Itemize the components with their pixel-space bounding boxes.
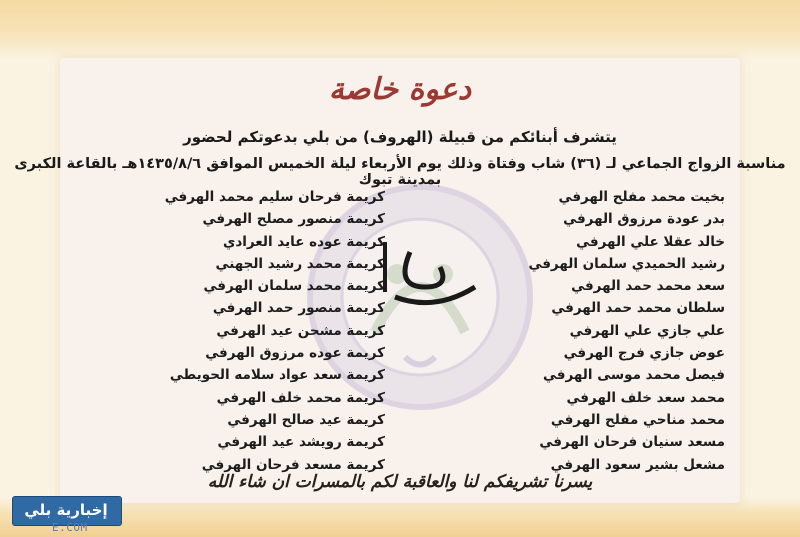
logo-text: إخبارية بلي: [24, 501, 108, 519]
bride-name: كريمة عوده عايد العرادي: [222, 233, 385, 250]
groom-name: خالد عقلا علي الهرفي: [576, 233, 725, 250]
closing-line: يسرنا تشريفكم لنا والعاقبة لكم بالمسرات ان شاء الله: [207, 472, 593, 492]
groom-name: سلطان محمد حمد الهرفي: [551, 300, 725, 317]
calligraphy-text: علي: [424, 310, 426, 311]
groom-name: عوض جازي فرج الهرفي: [563, 345, 725, 362]
grooms-list: [465, 186, 725, 476]
groom-name: محمد سعد خلف الهرفي: [566, 389, 725, 406]
site-logo[interactable]: [12, 490, 142, 534]
bride-name: كريمة عيد صالح الهرفي: [227, 411, 385, 428]
groom-name: محمد مناحي مفلح الهرفي: [550, 411, 725, 428]
bride-name: كريمة محمد خلف الهرفي: [216, 389, 385, 406]
bride-name: كريمة رويشد عيد الهرفي: [217, 434, 385, 451]
bride-name: كريمة مشحن عيد الهرفي: [216, 322, 385, 339]
bride-name: كريمة فرحان سليم محمد الهرفي: [164, 189, 385, 205]
brides-list: [125, 186, 385, 476]
groom-name: سعد محمد حمد الهرفي: [571, 278, 725, 295]
intro-line-2: مناسبة الزواج الجماعي لـ (٣٦) شاب وفتاة وذلك يوم الأربعاء ليلة الخميس الموافق ١٤٣٥/٨/٦هـ بالقاعة الكبرى بمدينة تبوك: [14, 156, 786, 188]
bride-name: كريمة منصور حمد الهرفي: [212, 300, 385, 317]
bride-name: كريمة مسعد فرحان الهرفي: [201, 456, 385, 473]
groom-name: بخيت محمد مفلح الهرفي: [558, 189, 725, 205]
bride-name: كريمة منصور مصلح الهرفي: [202, 211, 385, 228]
groom-name: علي جازي علي الهرفي: [569, 322, 725, 339]
intro-line-1: يتشرف أبنائكم من قبيلة (الهروف) من بلي بدعوتكم لحضور: [183, 128, 617, 146]
groom-name: فيصل محمد موسى الهرفي: [543, 367, 725, 384]
groom-name: بدر عودة مرزوق الهرفي: [563, 211, 725, 228]
bride-name: كريمة محمد رشيد الجهني: [215, 255, 385, 272]
logo-url: E.COM: [52, 521, 88, 534]
groom-name: مسعد سنيان فرحان الهرفي: [539, 434, 725, 451]
bride-name: كريمة عوده مرزوق الهرفي: [205, 345, 385, 362]
bride-name: كريمة محمد سلمان الهرفي: [203, 278, 385, 295]
groom-name: رشيد الحميدي سلمان الهرفي: [528, 255, 725, 272]
top-decor-band: [0, 0, 800, 60]
invitation-title: دعوة خاصة: [328, 72, 472, 107]
bride-name: كريمة سعد عواد سلامه الحويطي: [169, 367, 385, 384]
groom-name: مشعل بشير سعود الهرفي: [550, 456, 725, 473]
ali-calligraphy: [365, 232, 485, 312]
